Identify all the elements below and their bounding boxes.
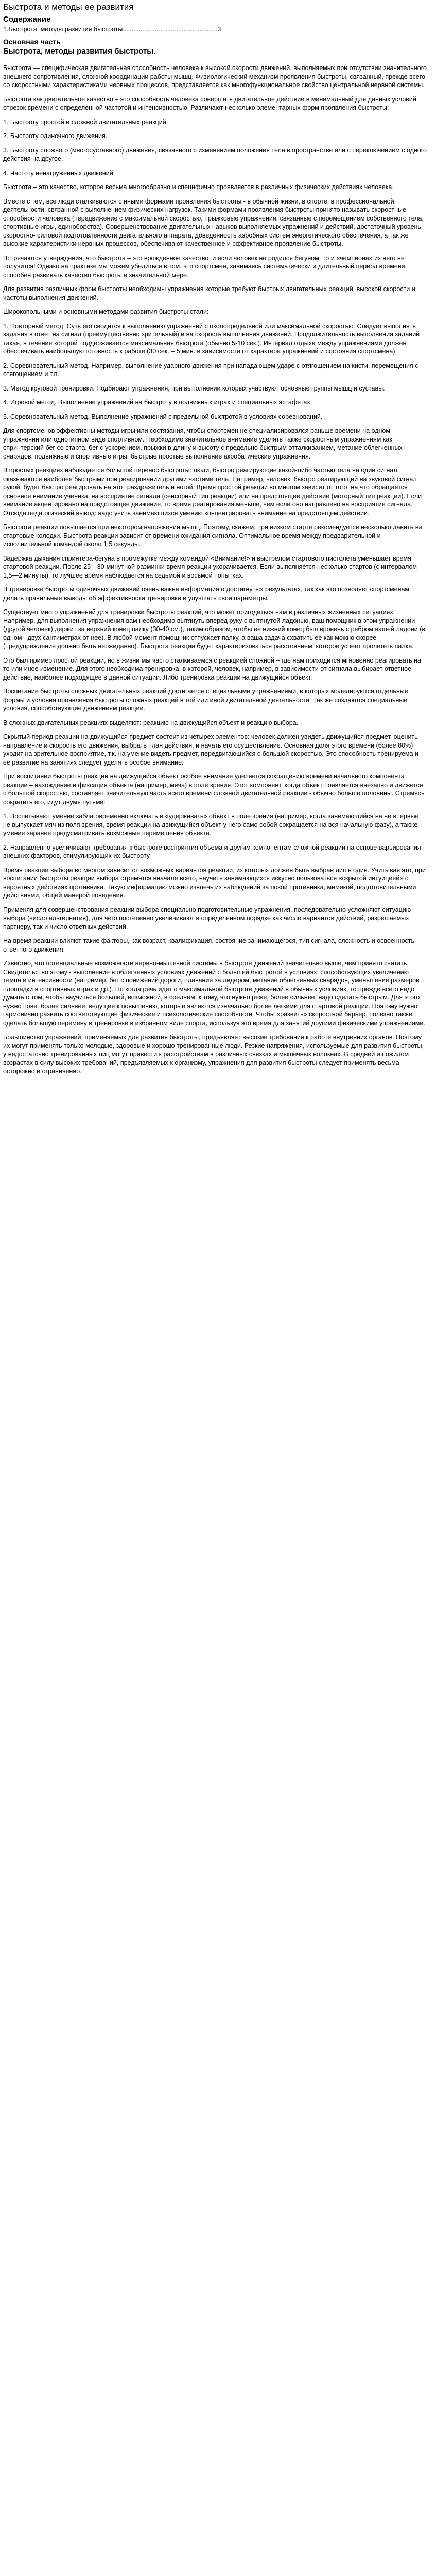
paragraph: Быстрота реакции повышается при некотором напряжении мышц. Поэтому, скажем, при низком старте рекомендуется несколько давить на стартовые колодки. Быстрота реакции зависит от времени ожидания сигнала. Оптимальное время между предварительной и исполнительной командой около 1,5 секунды.	[3, 523, 423, 548]
section-heading: Быстрота, методы развития быстроты.	[3, 47, 156, 56]
paragraph: При воспитании быстроты реакции на движущийся объект особое внимание уделяется сокращению времени начального компонента реакции – нахождение и фиксация объекта (например, мяча) в поле зрения. Этот компонент, когда объект появляется внезапно и движется с большой скоростью, составляет значительную часть всего времени сложной двигательной реакции - обычно больше половины. Стремясь сократить его, идут двумя путями:	[3, 773, 425, 806]
paragraph: Это был пример простой реакции, но в жизни мы часто сталкиваемся с реакцией сложной – где нам приходится мгновенно реагировать на то или иное изменение. Для этого необходима тренировка, в которой, человек, например, в зависимости от сигнала выбирает ответное действие, наиболее подходящее в данной ситуации. Либо тренировка реакции на движущийся объект.	[3, 656, 421, 681]
list-item: 1. Быстроту простой и сложной двигательных реакций.	[3, 118, 168, 126]
paragraph: Для развития различных форм быстроты необходимы упражнения которые требуют быстрых двигательных реакций, высокой скорости и частоты выполнения движений.	[3, 285, 415, 301]
paragraph: Встречаются утверждения, что быстрота – это врожденное качество, и если человек не родился бегуном, то и «чемпиона» из него не получится! Однако на практике мы можем убедиться в том, что спортсмен, занимаясь систематически и длительный период времени, способен развивать качество быстроты в значительной мере.	[3, 254, 407, 279]
list-item: 2. Быстроту одиночного движения.	[3, 132, 108, 140]
list-item: 4. Игровой метод. Выполнение упражнений на быстроту в подвижных играх и специальных эстафетах.	[3, 399, 312, 406]
paragraph: Быстрота как двигательное качество – это способность человека совершать двигательное действие в минимальный для данных условий отрезок времени с определенной частотой и интенсивностью. Различают несколько элементарных форм проявления быстроты:	[3, 95, 416, 111]
list-item: 1. Повторный метод. Суть его сводится к выполнению упражнений с околопредельной или максимальной скоростью. Следует выполнять задания в ответ на сигнал (преимущественно зрительный) и на скорость выполнения движений. Продолжительность выполнения заданий такая, в течение которой поддерживается максимальная быстрота (обычно 5-10 сек.). Интервал отдыха между упражнениями должен обеспечивать наибольшую готовность к работе (30 сек. – 5 мин. в зависимости от характера упражнений и состояния спортсмена).	[3, 322, 420, 355]
paragraph: На время реакции влияют такие факторы, как возраст, квалификация, состояние занимающегося, тип сигнала, сложность и освоенность ответного движения.	[3, 937, 415, 953]
paragraph: Известно, что потенциальные возможности нервно-мышечной системы в быстроте движений значительно выше, чем принято считать. Свидетельство этому - выполнение в облегченных условиях движений с большей быстротой в условиях, способствующих увеличению темпа и интенсивности (например, бег с понижений дороги, плавание за лидером, метание облегченных снарядов, уменьшение размеров площадки в спортивных играх и др.). Но когда речь идет о максимальной быстроте движений в обычных условиях, то прежде всего надо думать о том, чтобы научиться большей, возможной, в среднем, к тому, что нужно реже, более сильнее, надо сделать быстрым. Для этого нужно пове. более сильнее, ведущие к повышению, которые являются изначально более легкими для стартовой реакции. Поэтому нужно гармонично развить соответствующие физические и психологические способности. Чтобы «развить» скоростной барьер, полезно также сделать большую перемену в тренировке в избранном виде спорта, используя это время для занятий другими физическими упражнениями.	[3, 960, 425, 1027]
document-title: Быстрота и методы ее развития	[3, 2, 134, 12]
paragraph: Для спортсменов эффективны методы игры или состязания, чтобы спортсмен не специализировался раньше времени на одном упражнении или однотипном виде спортивном. Необходимо значительное внимание уделять также скоростным упражнениям как спринтерский бег со старта, бег с ускорением, прыжки в длину и высоту с предельно быстрым отталкиванием, метание облегченных снарядов, подвижные и спортивные игры, быстрые простые выполнение акробатические упражнения.	[3, 427, 403, 460]
list-item: 3. Метод круговой тренировки. Подбирают упражнения, при выполнении которых участвуют основные группы мышц и суставы.	[3, 384, 385, 392]
toc-heading: Содержание	[3, 15, 51, 24]
paragraph: Широкопольными и основными методами развития быстроты стали:	[3, 308, 209, 315]
paragraph: Быстрота – это качество, которое весьма многообразно и специфично проявляется в различных физических действиях человека.	[3, 183, 394, 191]
paragraph: Воспитание быстроты сложных двигательных реакций достигается специальными упражнениями, в которых моделируются отдельные формы и условия проявления быстроты сложных реакций в той или иной двигательной деятельности. Так же создаются специальные условия, способствующие движениям реакции.	[3, 688, 408, 712]
list-item: 4. Частоту ненагруженных движений.	[3, 169, 115, 177]
paragraph: Вместе с тем, все люди сталкиваются с иными формами проявления быстроты - в обычной жизни, в спорте, в профессиональной деятельности, связанной с выполнением физических нагрузок. Такими формами проявления быстроты принято называть скоростные способности человека (передвижение с максимальной скоростью, прыжковые упражнения, связанные с перемещением собственного тела, спортивные игры, единоборства). Совершенствование двигательных навыков выполняемых упражнений и действий, достаточный уровень скоростно- силовой подготовленности двигательного аппарата, доведенность аэробных систем энергетического обеспечения, а так же высокие характеристики нервных процессов, обеспечивают качественное и эффективное проявление быстроты.	[3, 197, 424, 247]
document-body	[3, 64, 427, 1076]
list-item: Время реакции выбора во многом зависит от возможных вариантов реакции, из которых должен быть выбран лишь один. Учитывая это, при воспитании быстроты реакции выбора стремятся вначале всего, научить занимающихся искусно пользоваться «скрытой интуицией» о вероятных действиях противника. Такую информацию можно извлечь из наблюдений за позой противника, мимикой, подготовительными действиями, общей манерой поведения.	[3, 866, 426, 899]
paragraph: Существует много упражнений для тренировки быстроты реакций, что может пригодиться нам в различных жизненных ситуациях. Например, для выполнения упражнения вам необходимо вытянуть вперед руку с вытянутой ладонью, ваш помощник в этом упражнении (другой человек) держит за верхний конец палку (30-40 см.), таким образом, чтобы ее нижний конец был вровень с ребром вашей ладони (в одном - двух сантиметрах от нее). В любой момент помощник отпускает палку, а ваша задача схватить ее как можно скорее (предупреждение должно быть неожиданно). Быстрота реакции будет характеризоваться расстоянием, которое успеет пролететь палка.	[3, 608, 426, 650]
list-item: 3. Быстроту сложного (многосуставного) движения, связанного с изменением положения тела в пространстве или с переключением с одного действия на другое.	[3, 146, 427, 162]
paragraph: В тренировке быстроты одиночных движений очень важна информация о достигнутых результатах, так как это позволяет спортсменам делать правильные выводы об эффективности тренировки и улучшать свои параметры.	[3, 586, 410, 602]
paragraph: Задержка дыхания спринтера-бегуна в промежутке между командой «Внимание!» и выстрелом стартового пистолета уменьшает время стартовой реакции. После 25—30-минутной разминки время реакции укорачивается. Если выполняется несколько стартов (с интервалом 1,5—2 минуты), то лучшее время наблюдается на седьмой и восьмой попытках.	[3, 554, 417, 579]
paragraph: В простых реакциях наблюдается большой перенос быстроты: люди, быстро реагирующие какой-либо частью тела на один сигнал, оказываются наиболее быстрыми при реагировании другими частями тела. Например, человек, быстро реагирующий на звуковой сигнал рукой, будет быстро реагировать на этот раздражитель и ногой. Время простой реакции во многом зависит от того, на что обращается основное внимание ученика: на восприятие сигнала (сенсорный тип реакции) или на предстоящее действие (моторный тип реакции). Если внимание акцентировано на предстоящее движение, то время реагирования меньше, чем если оно направлено на восприятие сигнала. Отсюда педагогический вывод: надо учить занимающихся умению концентрировать внимание на предстоящем действии.	[3, 467, 422, 517]
list-item: 2. Направленно увеличивают требования к быстроте восприятия объема и другим компонентам сложной реакции на основе варьирования внешних факторов, стимулирующих их быстроту.	[3, 843, 421, 859]
paragraph: Быстрота — специфическая двигательная способность человека к высокой скорости движений, выполняемых при отсутствии значительного внешнего сопротивления, сложной координации работы мышц. Физиологический механизм проявления быстроты, связанный, прежде всего со скоростными характеристиками нервных процессов, представляется как многофункциональное свойство центральной нервной системы.	[3, 64, 427, 89]
paragraph: В сложных двигательных реакциях выделяют: реакцию на движущийся объект и реакцию выбора.	[3, 719, 299, 726]
list-item: 5. Соревновательный метод. Выполнение упражнений с предельной быстротой в условиях соревнований.	[3, 413, 323, 420]
list-item: 2. Соревновательный метод. Например, выполнение ударного движения при нападающем ударе с отягощением на кисти, перемещения с отягощением и т.п.	[3, 362, 418, 378]
paragraph: 1. Воспитывают умение заблаговременно включать и «удерживать» объект в поле зрения (например, когда занимающийся на не впервые не выпускает мяч из поля зрения, время реакции на движущийся объект у него само собой сокращается на вся начальную фазу), а также умение заранее предусматривать возможные перемещения объекта.	[3, 812, 419, 837]
paragraph: Применяя для совершенствования реакции выбора специально подготовительные упражнения, последовательно усложняют ситуацию выбора (число альтернатив), для чего постепенно увеличивают в определенном порядке как число вариантов действий, разрешаемых партнеру, так и число ответных действий.	[3, 906, 411, 930]
paragraph: Скрытый период реакции на движущийся предмет состоит из четырех элементов: человек должен увидеть движущийся предмет, оценить направление и скорость его движения, выбрать план действия, и начать его осуществление. Основная доля этого времени (более 80%) уходит на зрительное восприятие, т.к. на умение видеть предмет, передвигающийся с большой скоростью. Это способность тренируема и ее развитие на занятиях следует уделять особое внимание.	[3, 733, 418, 766]
paragraph: Большинство упражнений, применяемых для развития быстроты, предъявляет высокие требования к работе внутренних органов. Поэтому их могут применять только молодые, здоровые и хорошо тренированные люди. Резкие напряжения, используемые для развития быстроты, у недостаточно тренированных лиц могут привести к расстройствам в различных связках и мышечных волокнах. В средней и пожилом возрастах в силу высоких требований, предъявляемых к организму, упражнения для развития быстроты следует применять весьма осторожно и ограниченно.	[3, 1033, 424, 1075]
toc-entry[interactable]: 1.Быстрота, методы развития быстроты.....................................................3	[3, 26, 221, 33]
section-label: Основная часть	[3, 38, 61, 46]
document-page	[0, 0, 430, 1087]
